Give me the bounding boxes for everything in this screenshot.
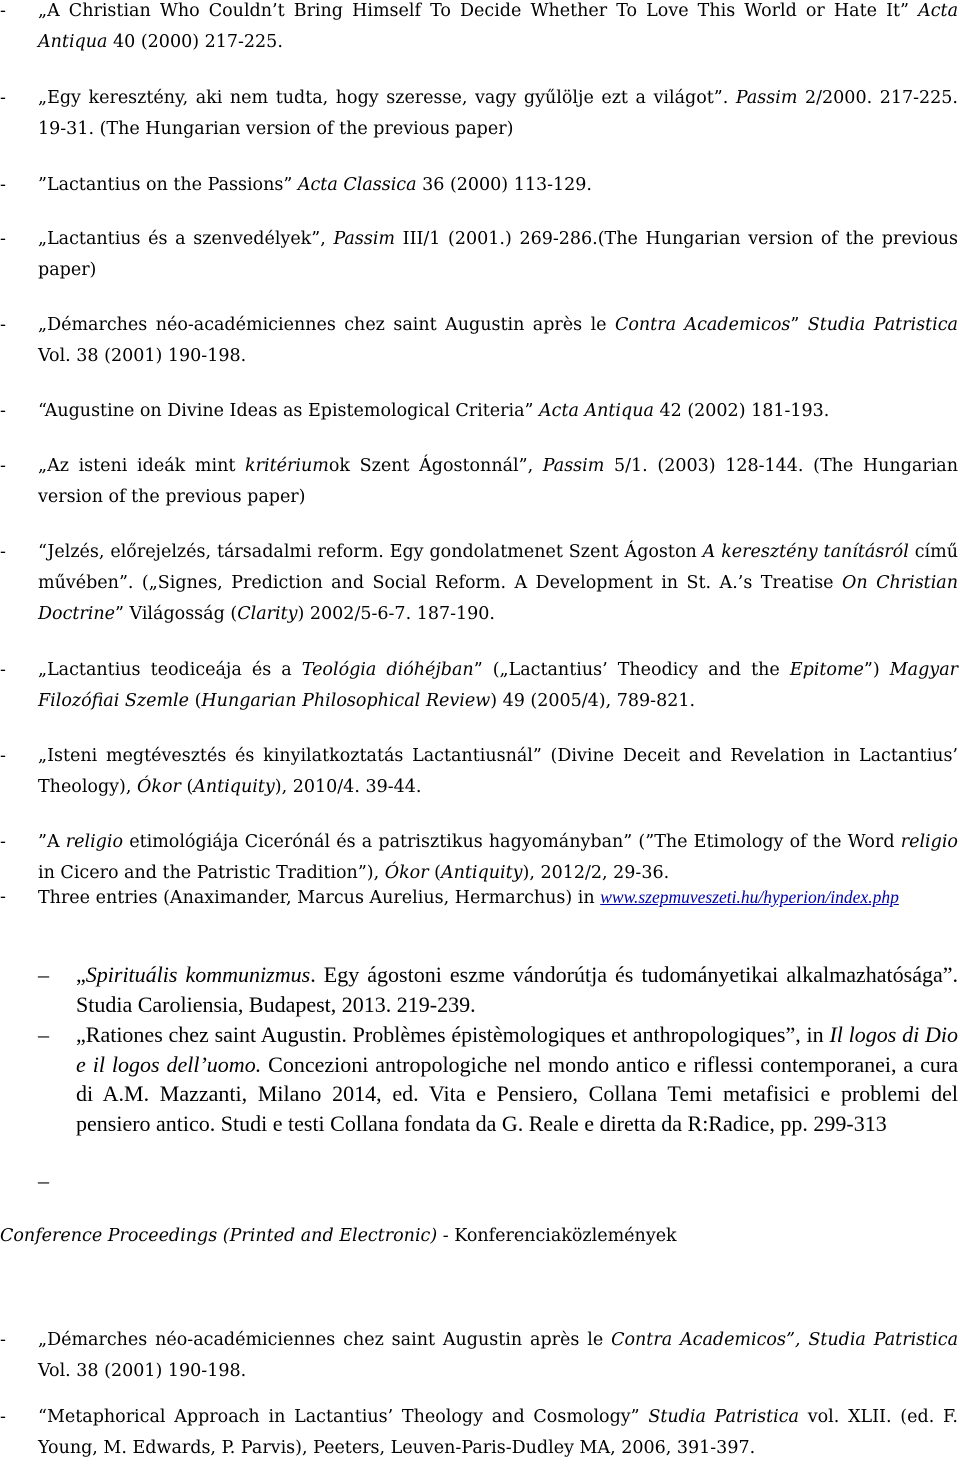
list-bullet: - <box>0 746 6 766</box>
text-run: ) 2002/5-6-7. 187-190. <box>297 604 495 624</box>
text-run: ”) <box>863 660 890 680</box>
text-run: 5/1. (2003) 128-144. (The Hungarian version of the previous paper) <box>38 456 959 507</box>
italic-text: Acta Antiqua <box>38 1 958 52</box>
list-bullet: - <box>0 88 6 108</box>
list-item <box>0 960 958 1019</box>
italic-text: Ókor <box>137 777 181 797</box>
list-item <box>0 0 958 58</box>
entry-text <box>38 396 958 427</box>
text-run: Concezioni antropologiche nel mondo antico e riflessi contemporanei, a cura di A.M. Mazzanti, Milano 2014, ed. Vita e Pensiero, Collana Temi metafisici e problemi del pensiero antico. Studi e testi Collana fondata da G. Reale e diretta da R:Radice, pp. 299-313 <box>76 1051 958 1136</box>
italic-text: Passim <box>333 229 396 249</box>
text-run: „Rationes chez saint Augustin. Problèmes épistèmologiques et anthropologiques”, in <box>76 1022 830 1047</box>
text-run: ) 49 (2005/4), 789-821. <box>490 691 696 711</box>
text-run: Vol. 38 (2001) 190-198. <box>38 346 247 366</box>
section-heading-italic: Conference Proceedings (Printed and Electronic) <box>0 1226 438 1246</box>
text-run: etimológiája Cicerónál és a patrisztikus hagyományban” (”The Etimology of the Word <box>123 832 901 852</box>
text-run: „Isteni megtévesztés és kinyilatkoztatás Lactantiusnál” (Divine Deceit and Revelation in Lactantius’ Theology), <box>38 746 958 797</box>
list-item <box>0 1325 958 1387</box>
italic-text: Contra Academicos <box>614 315 791 335</box>
list-item <box>0 310 958 372</box>
italic-text: Acta Antiqua <box>539 401 654 421</box>
entry-text <box>38 655 958 717</box>
list-item <box>0 1402 958 1464</box>
italic-text: Hungarian Philosophical Review <box>201 691 491 711</box>
entry-text <box>38 0 958 58</box>
list-bullet: - <box>0 456 6 476</box>
italic-text: Passim <box>542 456 605 476</box>
text-run: ” Világosság ( <box>115 604 238 624</box>
entry-text <box>38 451 958 513</box>
text-run: ”Lactantius on the Passions” <box>38 175 298 195</box>
entry-text <box>38 170 958 201</box>
text-run: „Lactantius és a szenvedélyek”, <box>38 229 334 249</box>
italic-text: Magyar Filozófiai Szemle <box>38 660 958 711</box>
list-item <box>0 741 958 803</box>
entry-text <box>38 310 958 372</box>
entry-text <box>76 960 958 1019</box>
italic-text: On Christian Doctrine <box>38 573 959 624</box>
list-bullet: - <box>0 1330 6 1350</box>
text-run: Three entries (Anaximander, Marcus Aurelius, Hermarchus) in <box>38 888 601 908</box>
italic-text: Passim <box>735 88 798 108</box>
italic-text: Studia Patristica <box>807 315 958 335</box>
hyperion-link[interactable]: www.szepmuveszeti.hu/hyperion/index.php <box>600 887 899 907</box>
text-run: “Augustine on Divine Ideas as Epistemological Criteria” <box>38 401 540 421</box>
text-run: ok Szent Ágostonnál”, <box>328 456 543 476</box>
text-run: 42 (2002) 181-193. <box>653 401 830 421</box>
section-heading <box>0 1221 677 1251</box>
entry-text <box>38 883 958 912</box>
list-item <box>0 1020 958 1138</box>
list-bullet: – <box>38 1022 49 1047</box>
text-run: ” <box>790 315 808 335</box>
entry-text <box>38 741 958 803</box>
list-item <box>0 170 958 201</box>
list-bullet: - <box>0 175 6 195</box>
text-run: című művében”. („Signes, Prediction and Social Reform. A Development in St. A.’s Treatise <box>38 542 958 593</box>
text-run: „Egy keresztény, aki nem tudta, hogy szeresse, vagy gyűlölje ezt a világot”. <box>38 88 736 108</box>
list-bullet: - <box>0 229 6 249</box>
list-item <box>0 537 958 630</box>
italic-text: Antiquity <box>193 777 275 797</box>
list-bullet: - <box>0 315 6 335</box>
list-bullet: - <box>0 1 6 21</box>
list-item <box>0 655 958 717</box>
list-bullet: - <box>0 1407 6 1427</box>
text-run: “Jelzés, előrejelzés, társadalmi reform. Egy gondolatmenet Szent Ágoston <box>38 542 703 562</box>
text-run: 40 (2000) 217-225. <box>107 32 283 52</box>
text-run: ( <box>180 777 194 797</box>
italic-text: Studia Patristica <box>648 1407 799 1427</box>
text-run: „Démarches néo-académiciennes chez saint Augustin après le <box>38 315 615 335</box>
text-run: ), 2012/2, 29-36. <box>522 863 670 883</box>
entry-text <box>38 1325 958 1387</box>
text-run: vol. XLII. (ed. F. Young, M. Edwards, P. Parvis), Peeters, Leuven-Paris-Dudley MA, 2006, 391-397. <box>38 1407 959 1458</box>
text-run: „ <box>76 962 86 987</box>
italic-text: Teológia dióhéjban <box>301 660 474 680</box>
section-heading-rest: - Konferenciaközlemények <box>437 1226 677 1246</box>
text-run: „Az isteni ideák mint <box>38 456 246 476</box>
italic-text: Clarity <box>237 604 298 624</box>
italic-text: kritérium <box>245 456 329 476</box>
text-run: ), 2010/4. 39-44. <box>274 777 422 797</box>
text-run: ” („Lactantius’ Theodicy and the <box>473 660 790 680</box>
italic-text: A keresztény tanításról <box>702 542 909 562</box>
text-run: 2/2000. 217-225. 19-31. (The Hungarian version of the previous paper) <box>38 88 958 139</box>
text-run: Vol. 38 (2001) 190-198. <box>38 1361 247 1381</box>
text-run: “Metaphorical Approach in Lactantius’ Theology and Cosmology” <box>38 1407 649 1427</box>
list-bullet: – <box>38 1168 49 1193</box>
list-item <box>0 396 958 427</box>
list-item <box>0 451 958 513</box>
text-run: ( <box>189 691 202 711</box>
text-run: ”A <box>38 832 66 852</box>
text-run: . Egy ágostoni eszme vándorútja és tudományetikai alkalmazhatósága”. Studia Caroliensia, Budapest, 2013. 219-239. <box>76 962 958 1017</box>
list-bullet: - <box>0 887 6 907</box>
entry-text <box>38 537 958 630</box>
text-run: in Cicero and the Patristic Tradition”), <box>38 863 385 883</box>
italic-text: Antiquity <box>440 863 523 883</box>
text-run: „Démarches néo-académiciennes chez saint Augustin après le <box>38 1330 612 1350</box>
list-bullet: - <box>0 542 6 562</box>
list-bullet: – <box>38 962 49 987</box>
list-item <box>0 883 958 912</box>
entry-text <box>38 224 958 286</box>
entry-text <box>76 1020 958 1138</box>
list-item <box>0 83 958 145</box>
list-bullet: - <box>0 832 6 852</box>
list-bullet: - <box>0 660 6 680</box>
text-run: III/1 (2001.) 269-286.(The Hungarian version of the previous paper) <box>38 229 958 280</box>
italic-text: religio <box>900 832 958 852</box>
list-bullet: - <box>0 401 6 421</box>
italic-text: Spirituális kommunizmus <box>85 962 311 987</box>
italic-text: Il logos di Dio e il logos dell’uomo. <box>76 1022 958 1077</box>
text-run: 36 (2000) 113-129. <box>416 175 592 195</box>
text-run: ( <box>428 863 441 883</box>
text-run: „Lactantius teodiceája és a <box>38 660 302 680</box>
list-item <box>0 224 958 286</box>
list-item <box>0 827 958 889</box>
italic-text: religio <box>65 832 124 852</box>
italic-text: Contra Academicos”, Studia Patristica <box>611 1330 959 1350</box>
italic-text: Ókor <box>384 863 429 883</box>
text-run: „A Christian Who Couldn’t Bring Himself To Decide Whether To Love This World or Hate It” <box>38 1 919 21</box>
italic-text: Epitome <box>789 660 864 680</box>
entry-text <box>38 83 958 145</box>
italic-text: Acta Classica <box>297 175 417 195</box>
entry-text <box>38 827 958 889</box>
entry-text <box>38 1402 958 1464</box>
